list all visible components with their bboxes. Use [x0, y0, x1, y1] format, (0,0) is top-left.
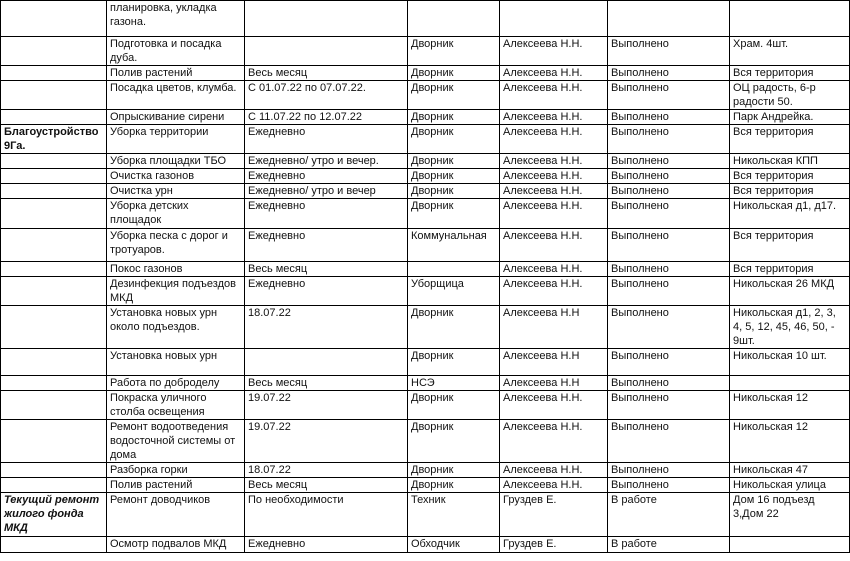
table-row: [1, 463, 850, 478]
task-cell: Полив растений: [107, 478, 245, 493]
location-cell: Никольская 26 МКД: [730, 277, 850, 306]
category-cell: [1, 537, 107, 553]
role-cell: [408, 1, 500, 37]
responsible-cell: Алексеева Н.Н.: [500, 81, 608, 110]
period-cell: По необходимости: [245, 493, 408, 537]
status-cell: Выполнено: [608, 420, 730, 463]
responsible-cell: Алексеева Н.Н.: [500, 66, 608, 81]
task-cell: планировка, укладка газона.: [107, 1, 245, 37]
task-cell: Покраска уличного столба освещения: [107, 391, 245, 420]
category-cell: [1, 306, 107, 349]
responsible-cell: Алексеева Н.Н: [500, 349, 608, 376]
period-cell: Весь месяц: [245, 478, 408, 493]
task-cell: Разборка горки: [107, 463, 245, 478]
period-cell: Ежедневно: [245, 537, 408, 553]
category-cell: [1, 169, 107, 184]
category-cell: [1, 349, 107, 376]
table-body: [1, 1, 850, 553]
status-cell: Выполнено: [608, 154, 730, 169]
task-cell: Работа по доброделу: [107, 376, 245, 391]
task-cell: Подготовка и посадка дуба.: [107, 37, 245, 66]
period-cell: 19.07.22: [245, 391, 408, 420]
status-cell: Выполнено: [608, 463, 730, 478]
responsible-cell: [500, 1, 608, 37]
responsible-cell: Алексеева Н.Н.: [500, 184, 608, 199]
location-cell: Никольская КПП: [730, 154, 850, 169]
location-cell: ОЦ радость, 6-р радости 50.: [730, 81, 850, 110]
period-cell: 18.07.22: [245, 463, 408, 478]
location-cell: Никольская улица: [730, 478, 850, 493]
status-cell: Выполнено: [608, 199, 730, 229]
category-cell: [1, 66, 107, 81]
status-cell: Выполнено: [608, 81, 730, 110]
role-cell: Техник: [408, 493, 500, 537]
location-cell: Никольская д1, 2, 3, 4, 5, 12, 45, 46, 50, - 9шт.: [730, 306, 850, 349]
task-cell: Уборка песка с дорог и тротуаров.: [107, 229, 245, 262]
role-cell: НСЭ: [408, 376, 500, 391]
task-cell: Установка новых урн: [107, 349, 245, 376]
responsible-cell: Алексеева Н.Н.: [500, 420, 608, 463]
role-cell: [408, 262, 500, 277]
category-cell: [1, 463, 107, 478]
category-cell: [1, 420, 107, 463]
task-cell: Опрыскивание сирени: [107, 110, 245, 125]
category-cell: [1, 376, 107, 391]
table-row: [1, 349, 850, 376]
responsible-cell: Алексеева Н.Н.: [500, 277, 608, 306]
category-cell: [1, 262, 107, 277]
responsible-cell: Алексеева Н.Н.: [500, 169, 608, 184]
table-row: [1, 229, 850, 262]
role-cell: Дворник: [408, 125, 500, 154]
location-cell: Никольская 10 шт.: [730, 349, 850, 376]
period-cell: Ежедневно/ утро и вечер.: [245, 154, 408, 169]
status-cell: Выполнено: [608, 37, 730, 66]
status-cell: Выполнено: [608, 376, 730, 391]
task-cell: Очистка газонов: [107, 169, 245, 184]
status-cell: Выполнено: [608, 169, 730, 184]
period-cell: Ежедневно: [245, 125, 408, 154]
task-cell: Осмотр подвалов МКД: [107, 537, 245, 553]
table-row: [1, 1, 850, 37]
role-cell: Дворник: [408, 349, 500, 376]
task-cell: Полив растений: [107, 66, 245, 81]
role-cell: Дворник: [408, 420, 500, 463]
category-cell: [1, 154, 107, 169]
role-cell: Дворник: [408, 463, 500, 478]
responsible-cell: Алексеева Н.Н.: [500, 463, 608, 478]
period-cell: 19.07.22: [245, 420, 408, 463]
table-row: [1, 420, 850, 463]
role-cell: Дворник: [408, 169, 500, 184]
role-cell: Дворник: [408, 306, 500, 349]
table-row: [1, 478, 850, 493]
location-cell: [730, 537, 850, 553]
task-cell: Ремонт водоотведения водосточной системы от дома: [107, 420, 245, 463]
period-cell: Ежедневно: [245, 199, 408, 229]
category-cell: [1, 1, 107, 37]
status-cell: Выполнено: [608, 184, 730, 199]
task-cell: Ремонт доводчиков: [107, 493, 245, 537]
period-cell: Ежедневно: [245, 229, 408, 262]
category-cell: Текущий ремонт жилого фонда МКД: [1, 493, 107, 537]
responsible-cell: Груздев Е.: [500, 493, 608, 537]
task-cell: Покос газонов: [107, 262, 245, 277]
period-cell: [245, 1, 408, 37]
task-cell: Установка новых урн около подъездов.: [107, 306, 245, 349]
task-cell: Уборка детских площадок: [107, 199, 245, 229]
category-cell: [1, 110, 107, 125]
task-cell: Уборка площадки ТБО: [107, 154, 245, 169]
status-cell: Выполнено: [608, 125, 730, 154]
status-cell: Выполнено: [608, 229, 730, 262]
status-cell: Выполнено: [608, 391, 730, 420]
table-row: [1, 262, 850, 277]
task-cell: Посадка цветов, клумба.: [107, 81, 245, 110]
table-row: [1, 37, 850, 66]
status-cell: Выполнено: [608, 349, 730, 376]
responsible-cell: Алексеева Н.Н.: [500, 199, 608, 229]
period-cell: Весь месяц: [245, 376, 408, 391]
period-cell: [245, 37, 408, 66]
status-cell: В работе: [608, 493, 730, 537]
period-cell: С 01.07.22 по 07.07.22.: [245, 81, 408, 110]
status-cell: В работе: [608, 537, 730, 553]
table-row: [1, 391, 850, 420]
responsible-cell: Алексеева Н.Н.: [500, 262, 608, 277]
table-row: [1, 110, 850, 125]
location-cell: Вся территория: [730, 229, 850, 262]
status-cell: Выполнено: [608, 66, 730, 81]
location-cell: Вся территория: [730, 66, 850, 81]
category-cell: [1, 81, 107, 110]
role-cell: Дворник: [408, 154, 500, 169]
location-cell: [730, 376, 850, 391]
category-cell: [1, 478, 107, 493]
responsible-cell: Алексеева Н.Н.: [500, 154, 608, 169]
status-cell: Выполнено: [608, 110, 730, 125]
task-cell: Дезинфекция подъездов МКД: [107, 277, 245, 306]
location-cell: Вся территория: [730, 125, 850, 154]
location-cell: Дом 16 подъезд 3,Дом 22: [730, 493, 850, 537]
table-row: [1, 66, 850, 81]
status-cell: Выполнено: [608, 277, 730, 306]
responsible-cell: Алексеева Н.Н: [500, 376, 608, 391]
period-cell: 18.07.22: [245, 306, 408, 349]
table-row: [1, 154, 850, 169]
category-cell: [1, 277, 107, 306]
location-cell: Никольская д1, д17.: [730, 199, 850, 229]
table-row: [1, 537, 850, 553]
category-cell: [1, 199, 107, 229]
role-cell: Дворник: [408, 478, 500, 493]
period-cell: Ежедневно: [245, 169, 408, 184]
status-cell: Выполнено: [608, 306, 730, 349]
location-cell: Никольская 12: [730, 391, 850, 420]
role-cell: Дворник: [408, 199, 500, 229]
role-cell: Коммунальная: [408, 229, 500, 262]
category-cell: [1, 37, 107, 66]
status-cell: Выполнено: [608, 478, 730, 493]
role-cell: Дворник: [408, 81, 500, 110]
table-row: [1, 493, 850, 537]
location-cell: Храм. 4шт.: [730, 37, 850, 66]
responsible-cell: Груздев Е.: [500, 537, 608, 553]
category-cell: [1, 184, 107, 199]
table-row: [1, 277, 850, 306]
responsible-cell: Алексеева Н.Н.: [500, 125, 608, 154]
role-cell: Дворник: [408, 110, 500, 125]
status-cell: Выполнено: [608, 262, 730, 277]
status-cell: [608, 1, 730, 37]
period-cell: С 11.07.22 по 12.07.22: [245, 110, 408, 125]
responsible-cell: Алексеева Н.Н.: [500, 391, 608, 420]
location-cell: Парк Андрейка.: [730, 110, 850, 125]
location-cell: Никольская 12: [730, 420, 850, 463]
role-cell: Обходчик: [408, 537, 500, 553]
role-cell: Дворник: [408, 66, 500, 81]
task-cell: Очистка урн: [107, 184, 245, 199]
period-cell: Ежедневно/ утро и вечер: [245, 184, 408, 199]
table-row: [1, 169, 850, 184]
table-row: [1, 306, 850, 349]
location-cell: Никольская 47: [730, 463, 850, 478]
role-cell: Дворник: [408, 37, 500, 66]
responsible-cell: Алексеева Н.Н: [500, 306, 608, 349]
table-row: [1, 199, 850, 229]
table-row: [1, 125, 850, 154]
location-cell: [730, 1, 850, 37]
category-cell: [1, 391, 107, 420]
location-cell: Вся территория: [730, 169, 850, 184]
table-row: [1, 376, 850, 391]
period-cell: Весь месяц: [245, 66, 408, 81]
responsible-cell: Алексеева Н.Н.: [500, 37, 608, 66]
period-cell: Весь месяц: [245, 262, 408, 277]
period-cell: Ежедневно: [245, 277, 408, 306]
role-cell: Дворник: [408, 184, 500, 199]
task-cell: Уборка территории: [107, 125, 245, 154]
role-cell: Уборщица: [408, 277, 500, 306]
table-row: [1, 184, 850, 199]
category-cell: Благоустройство 9Га.: [1, 125, 107, 154]
responsible-cell: Алексеева Н.Н.: [500, 229, 608, 262]
period-cell: [245, 349, 408, 376]
location-cell: Вся территория: [730, 262, 850, 277]
responsible-cell: Алексеева Н.Н.: [500, 478, 608, 493]
category-cell: [1, 229, 107, 262]
responsible-cell: Алексеева Н.Н.: [500, 110, 608, 125]
table-row: [1, 81, 850, 110]
location-cell: Вся территория: [730, 184, 850, 199]
role-cell: Дворник: [408, 391, 500, 420]
